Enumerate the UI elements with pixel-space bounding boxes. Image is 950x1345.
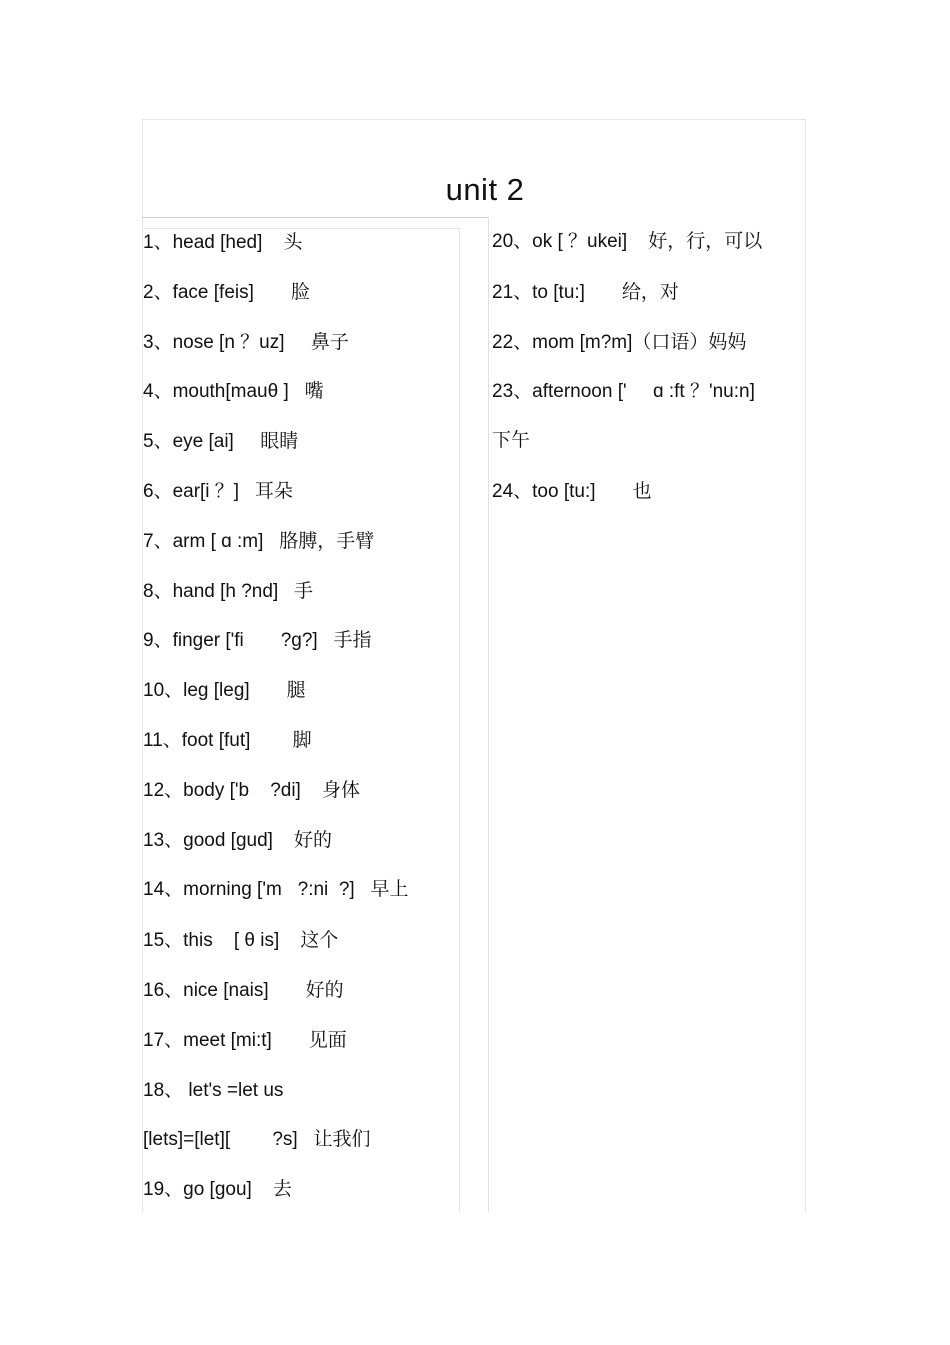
vocab-item: 2、face [feis] 脸 [143, 282, 310, 303]
vocab-item: 12、body ['b ?di] 身体 [143, 780, 360, 801]
vocab-item: 23、afternoon [' ɑ :ft ？'nu:n] [492, 381, 755, 402]
vocab-item-continuation: 下午 [492, 430, 531, 451]
vocab-item: 16、nice [nais] 好的 [143, 980, 344, 1001]
vocab-item: 21、to [tu:] 给，对 [492, 282, 679, 303]
vocab-item: 24、too [tu:] 也 [492, 481, 652, 502]
vocab-item: 8、hand [h ?nd] 手 [143, 581, 314, 602]
vocab-item: 3、nose [n ？uz] 鼻子 [143, 332, 349, 353]
vocab-item: 6、ear[i ？] 耳朵 [143, 481, 293, 502]
vocab-item: 4、mouth[mauθ ] 嘴 [143, 381, 324, 402]
left-column-box [142, 228, 460, 1212]
vocab-item: 14、morning ['m ?:ni ?] 早上 [143, 879, 409, 900]
vocab-item: 13、good [gud] 好的 [143, 830, 333, 851]
page-title: unit 2 [445, 172, 525, 207]
vocab-item-continuation: [lets]=[let][ ?s] 让我们 [143, 1129, 371, 1150]
vocab-item: 17、meet [mi:t] 见面 [143, 1030, 347, 1051]
vocab-item: 19、go [gou] 去 [143, 1179, 292, 1200]
vocab-item: 7、arm [ ɑ :m] 胳膊，手臂 [143, 531, 375, 552]
title-divider [142, 217, 488, 218]
vocab-item: 11、foot [fut] 脚 [143, 730, 312, 751]
vocab-item: 10、leg [leg] 腿 [143, 680, 306, 701]
vocab-item: 18、 let's =let us [143, 1080, 284, 1101]
vocab-item: 15、this [ θ is] 这个 [143, 930, 339, 951]
vocab-item: 9、finger ['fi ?g?] 手指 [143, 630, 372, 651]
vocab-item: 22、mom [m?m]（口语）妈妈 [492, 332, 747, 353]
vocab-item: 1、head [hed] 头 [143, 232, 303, 253]
vocab-item: 20、ok [ ？ukei] 好，行，可以 [492, 231, 763, 252]
column-divider [488, 217, 489, 1212]
vocab-item: 5、eye [ai] 眼睛 [143, 431, 299, 452]
